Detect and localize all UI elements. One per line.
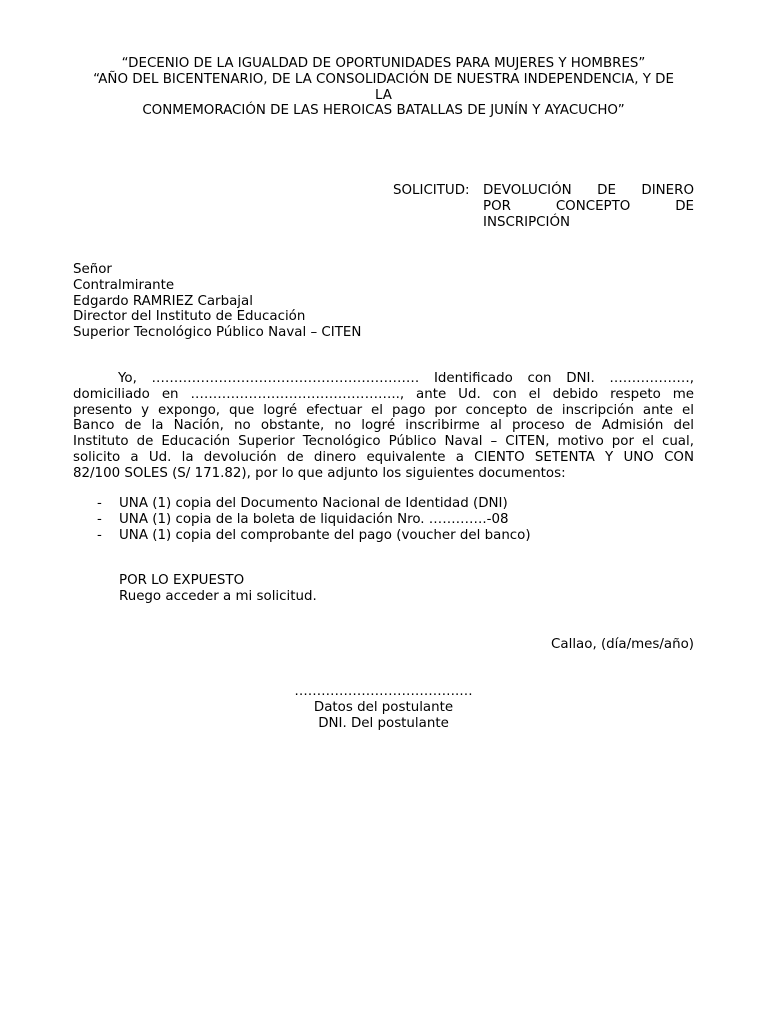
body-line-5: Instituto de Educación Superior Tecnológico Público Naval – CITEN, motivo por el cual, bbox=[73, 434, 694, 450]
document-item-label: UNA (1) copia del Documento Nacional de Identidad (DNI) bbox=[119, 496, 508, 511]
header-line-4: CONMEMORACIÓN DE LAS HEROICAS BATALLAS DE JUNÍN Y AYACUCHO” bbox=[142, 103, 625, 119]
body-paragraph bbox=[73, 371, 694, 482]
closing-block bbox=[119, 573, 619, 605]
document-page bbox=[73, 0, 694, 1024]
document-item-label: UNA (1) copia de la boleta de liquidación Nro. ………….-08 bbox=[119, 511, 509, 527]
header-line-3: LA bbox=[375, 87, 392, 103]
body-line-3: presento y expongo, que logré efectuar el pago por concepto de inscripción ante el bbox=[73, 402, 694, 418]
addressee-position: Director del Instituto de Educación bbox=[73, 309, 306, 325]
subject-block bbox=[393, 183, 694, 230]
body-line-2: domiciliado en ……………………………………….., ante Ud. con el debido respeto me bbox=[73, 386, 694, 402]
place-date: Callao, (día/mes/año) bbox=[551, 637, 694, 652]
closing-line-1: POR LO EXPUESTO bbox=[119, 573, 245, 588]
closing-line-2: Ruego acceder a mi solicitud. bbox=[119, 588, 317, 604]
list-item bbox=[73, 496, 694, 512]
subject-line-3: INSCRIPCIÓN bbox=[483, 214, 570, 230]
bullet-dash: - bbox=[97, 527, 102, 543]
attached-documents-list bbox=[73, 496, 694, 543]
addressee-rank: Contralmirante bbox=[73, 277, 175, 293]
signature-dni: DNI. Del postulante bbox=[318, 715, 449, 731]
header-line-2: “AÑO DEL BICENTENARIO, DE LA CONSOLIDACIÓN DE NUESTRA INDEPENDENCIA, Y DE bbox=[93, 71, 674, 87]
addressee-block bbox=[73, 262, 694, 341]
addressee-name: Edgardo RAMRIEZ Carbajal bbox=[73, 293, 253, 309]
bullet-dash: - bbox=[97, 496, 102, 511]
body-line-6: solicito a Ud. la devolución de dinero equivalente a CIENTO SETENTA Y UNO CON bbox=[73, 449, 694, 465]
addressee-institution: Superior Tecnológico Público Naval – CITEN bbox=[73, 325, 362, 341]
document-item-label: UNA (1) copia del comprobante del pago (voucher del banco) bbox=[119, 527, 531, 543]
list-item bbox=[73, 528, 694, 544]
body-line-7: 82/100 SOLES (S/ 171.82), por lo que adjunto los siguientes documentos: bbox=[73, 465, 566, 481]
subject-line-2: POR CONCEPTO DE bbox=[483, 198, 694, 214]
subject-label: SOLICITUD: bbox=[393, 183, 470, 198]
signature-name: Datos del postulante bbox=[313, 699, 454, 715]
body-line-1: Yo, …………………………………………………… Identificado con DNI. ………………, bbox=[118, 371, 694, 386]
bullet-dash: - bbox=[97, 511, 102, 527]
list-item bbox=[73, 512, 694, 528]
document-header bbox=[73, 56, 694, 119]
subject-line-1: DEVOLUCIÓN DE DINERO bbox=[483, 183, 694, 198]
body-line-4: Banco de la Nación, no obstante, no logré inscribirme al proceso de Admisión del bbox=[73, 418, 694, 434]
subject-text bbox=[483, 183, 694, 230]
header-line-1: “DECENIO DE LA IGUALDAD DE OPORTUNIDADES PARA MUJERES Y HOMBRES” bbox=[121, 56, 646, 71]
signature-line: ……………………………….… bbox=[294, 684, 473, 699]
addressee-salutation: Señor bbox=[73, 262, 112, 277]
signature-block bbox=[73, 684, 694, 731]
